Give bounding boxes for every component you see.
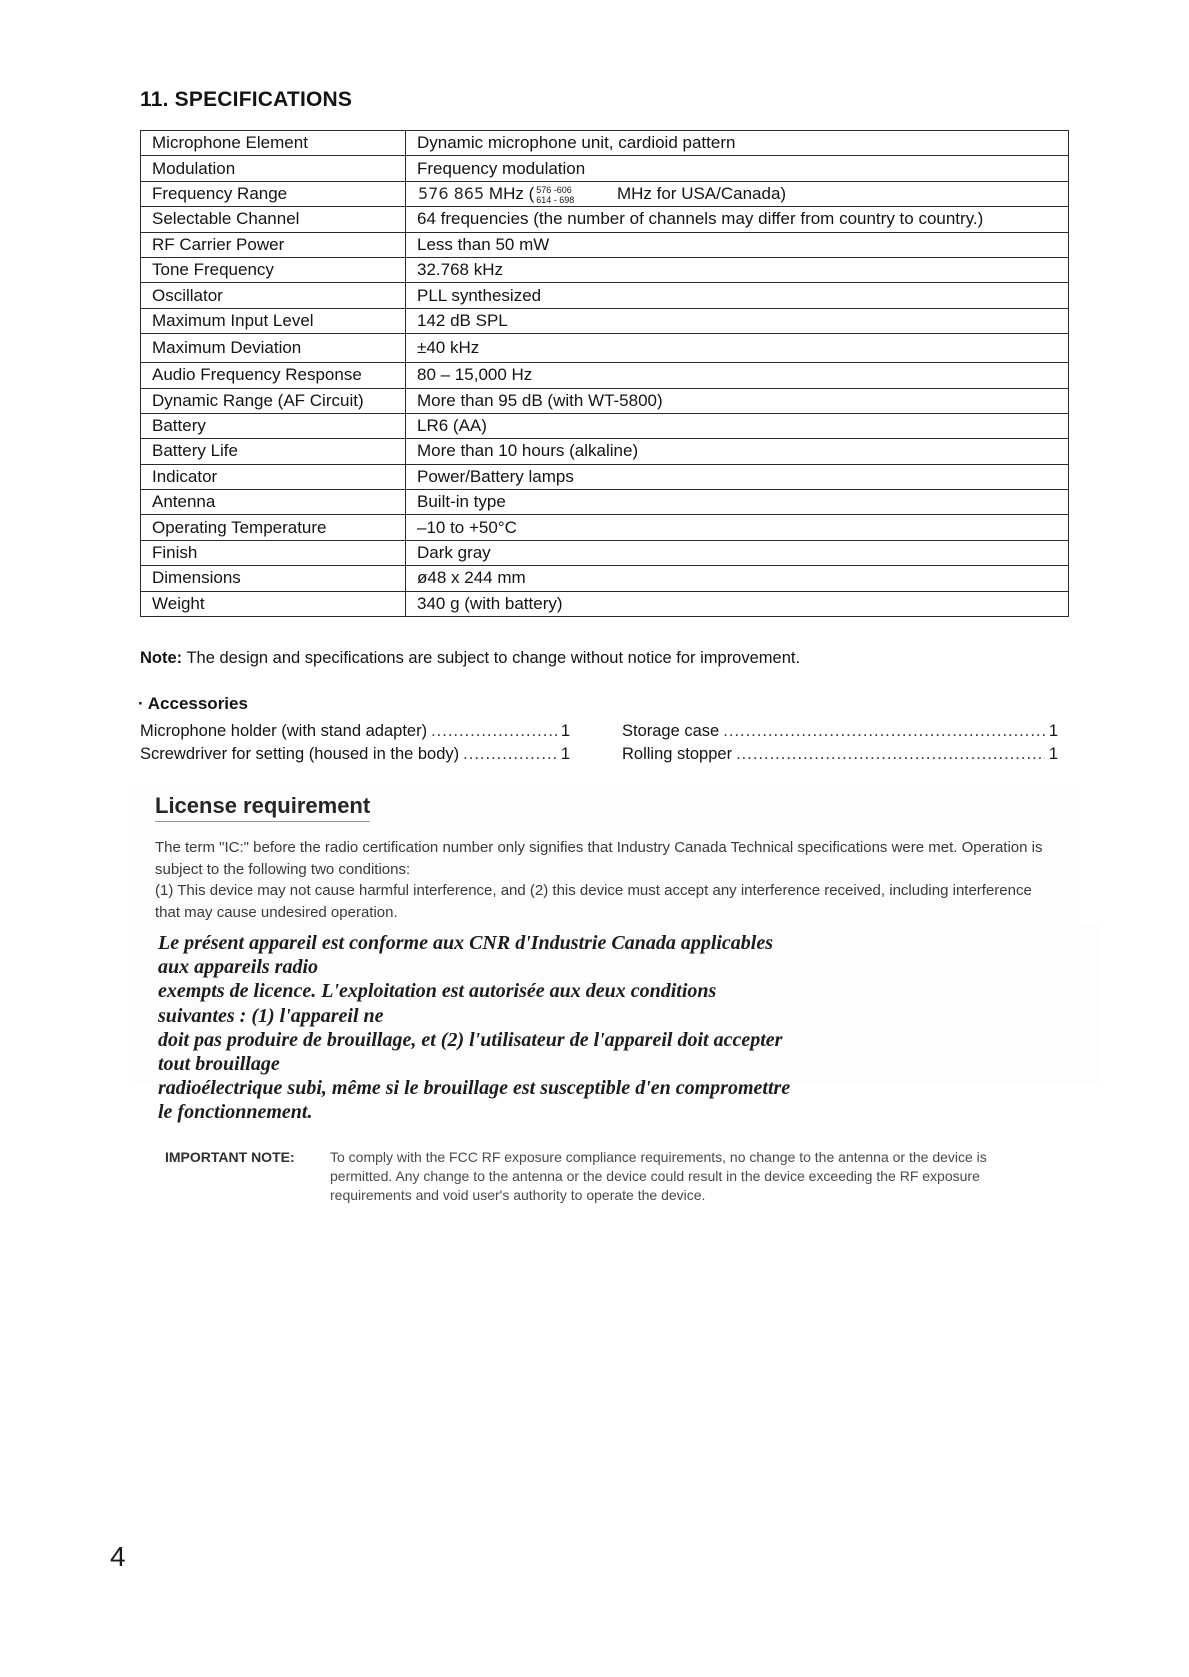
spec-value: ø48 x 244 mm [406, 566, 1069, 591]
spec-label: Weight [141, 591, 406, 616]
table-row [141, 591, 1069, 616]
spec-label: Maximum Input Level [141, 308, 406, 333]
leader-dots [723, 720, 1045, 743]
french-line: Le présent appareil est conforme aux CNR d'Industrie Canada applicables [158, 932, 774, 954]
table-row [141, 232, 1069, 257]
frequency-alt-ranges [536, 185, 610, 205]
table-row [141, 490, 1069, 515]
table-row [141, 363, 1069, 388]
table-row [141, 334, 1069, 363]
leader-dots [463, 743, 557, 766]
important-note-label: IMPORTANT NOTE: [165, 1149, 295, 1165]
spec-value: 80 – 15,000 Hz [406, 363, 1069, 388]
table-row [141, 156, 1069, 181]
spec-value: 32.768 kHz [406, 257, 1069, 282]
french-line: doit pas produire de brouillage, et (2) l'utilisateur de l'appareil doit accepter [158, 1028, 783, 1051]
table-row [141, 207, 1069, 232]
table-row [141, 439, 1069, 464]
leader-dots [431, 720, 557, 743]
spec-value: 64 frequencies (the number of channels may differ from country to country.) [406, 207, 1069, 232]
spec-label: Dynamic Range (AF Circuit) [141, 388, 406, 413]
table-row [141, 464, 1069, 489]
table-row [141, 257, 1069, 282]
accessories-list-right [622, 720, 1058, 766]
accessories-list-left [140, 720, 570, 766]
accessory-name: Storage case [622, 722, 720, 740]
spec-label: Selectable Channel [141, 207, 406, 232]
accessory-qty: 1 [560, 722, 570, 740]
table-row [141, 540, 1069, 565]
table-row [141, 283, 1069, 308]
accessory-name: Screwdriver for setting (housed in the body) [140, 745, 460, 763]
spec-label: Audio Frequency Response [141, 363, 406, 388]
spec-value: Built-in type [406, 490, 1069, 515]
spec-label: Frequency Range [141, 181, 406, 206]
note-text: The design and specifications are subject to change without notice for improvement. [182, 649, 801, 667]
table-row [141, 413, 1069, 438]
frequency-alt-top: 576 -606 [536, 185, 572, 196]
spec-label: Finish [141, 540, 406, 565]
page-number: 4 [110, 1541, 126, 1572]
important-note-text: To comply with the FCC RF exposure compliance requirements, no change to the antenna or the device is permitted. Any change to the antenna or the device could result in the device exceeding the RF exposure requirements and void user's authority to operate the device. [330, 1149, 987, 1203]
accessory-qty: 1 [1048, 722, 1058, 740]
spec-value: More than 95 dB (with WT-5800) [406, 388, 1069, 413]
license-paragraph: (1) This device may not cause harmful interference, and (2) this device must accept any interference received, including interference that may cause undesired operation. [155, 882, 1032, 921]
spec-value: Dark gray [406, 540, 1069, 565]
license-title: License requirement [155, 793, 370, 822]
accessory-name: Rolling stopper [622, 745, 733, 763]
table-row [141, 308, 1069, 333]
french-line: tout brouillage [158, 1053, 280, 1076]
frequency-unit-text: MHz ( [488, 183, 535, 203]
accessory-qty: 1 [560, 745, 570, 763]
note-label: Note: [140, 649, 183, 667]
spec-label: Battery Life [141, 439, 406, 464]
spec-value: 142 dB SPL [406, 308, 1069, 333]
spec-label: RF Carrier Power [141, 232, 406, 257]
license-body [155, 837, 1055, 923]
leader-dots [736, 743, 1045, 766]
spec-label: Antenna [141, 490, 406, 515]
section-title: 11. SPECIFICATIONS [140, 88, 353, 111]
spec-value: ±40 kHz [406, 334, 1069, 363]
french-line: radioélectrique subi, même si le brouillage est susceptible d'en compromettre [158, 1077, 791, 1100]
spec-label: Tone Frequency [141, 257, 406, 282]
spec-label: Indicator [141, 464, 406, 489]
specifications-table [140, 130, 1069, 617]
spec-value: Less than 50 mW [406, 232, 1069, 257]
spec-label: Oscillator [141, 283, 406, 308]
important-note [165, 1148, 1005, 1205]
french-line: le fonctionnement. [158, 1101, 313, 1124]
list-item [140, 720, 570, 743]
spec-label: Maximum Deviation [141, 334, 406, 363]
table-row [141, 515, 1069, 540]
spec-value: LR6 (AA) [406, 413, 1069, 438]
french-line: suivantes : (1) l'appareil ne [158, 1004, 384, 1027]
frequency-suffix-text: MHz for USA/Canada) [616, 183, 787, 203]
spec-value: Frequency modulation [406, 156, 1069, 181]
spec-value: Dynamic microphone unit, cardioid pattern [406, 131, 1069, 156]
list-item [622, 743, 1058, 766]
frequency-alt-bottom: 614 - 698 [536, 195, 575, 206]
spec-label: Operating Temperature [141, 515, 406, 540]
spec-value: More than 10 hours (alkaline) [406, 439, 1069, 464]
spec-label: Modulation [141, 156, 406, 181]
french-compliance-text [158, 931, 790, 1125]
table-row [141, 181, 1069, 206]
spec-value [406, 181, 1069, 206]
spec-label: Dimensions [141, 566, 406, 591]
spec-value: PLL synthesized [406, 283, 1069, 308]
spec-label: Microphone Element [141, 131, 406, 156]
spec-value: Power/Battery lamps [406, 464, 1069, 489]
spec-value: 340 g (with battery) [406, 591, 1069, 616]
license-paragraph: The term "IC:" before the radio certification number only signifies that Industry Canada Technical specifications were met. Operation is subject to the following two conditions: [155, 839, 1043, 878]
table-row [141, 566, 1069, 591]
table-row [141, 388, 1069, 413]
list-item [140, 743, 570, 766]
frequency-range-value: 576 865 [418, 183, 485, 203]
spec-value: –10 to +50°C [406, 515, 1069, 540]
accessory-name: Microphone holder (with stand adapter) [140, 722, 428, 740]
french-line: exempts de licence. L'exploitation est autorisée aux deux conditions [158, 980, 717, 1003]
accessory-qty: 1 [1048, 745, 1058, 763]
spec-label: Battery [141, 413, 406, 438]
list-item [622, 720, 1058, 743]
note-paragraph [140, 649, 800, 668]
table-row [141, 131, 1069, 156]
french-line: aux appareils radio [158, 956, 319, 979]
accessories-title: · Accessories [138, 694, 248, 713]
